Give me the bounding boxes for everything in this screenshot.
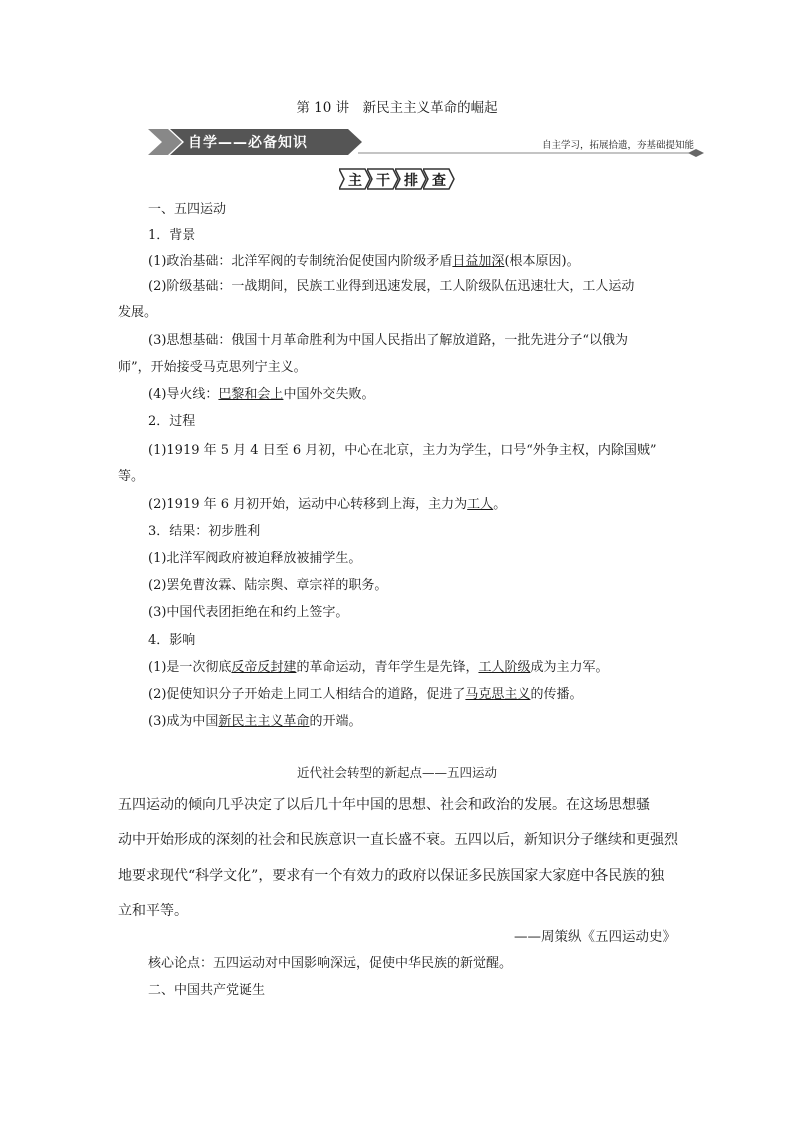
banner-subtitle: 自主学习，拓展拾遗，夯基础提知能 bbox=[541, 140, 694, 151]
badge bbox=[423, 168, 455, 190]
paragraph: (1)是一次彻底反帝反封建的革命运动，青年学生是先锋，工人阶级成为主力军。 bbox=[148, 660, 609, 675]
keyword: 工人 bbox=[467, 497, 494, 512]
quote-line: 动中开始形成的深刻的社会和民族意识一直长盛不衰。五四以后，新知识分子继续和更强烈 bbox=[118, 832, 678, 848]
badge-text: 排 bbox=[404, 173, 418, 189]
badge-text: 主 bbox=[348, 173, 362, 189]
badge-text: 查 bbox=[432, 173, 446, 189]
quote-source: ——周策纵《五四运动史》 bbox=[514, 929, 676, 945]
sub-heading: 2．过程 bbox=[148, 414, 196, 429]
keyword: 新民主主义革命 bbox=[218, 714, 310, 729]
keyword: 巴黎和会上 bbox=[218, 387, 284, 402]
section-banner bbox=[148, 127, 708, 157]
paragraph: (2)阶级基础：一战期间，民族工业得到迅速发展，工人阶级队伍迅速壮大，工人运动 bbox=[148, 279, 635, 294]
paragraph: 师”，开始接受马克思列宁主义。 bbox=[118, 360, 307, 375]
paragraph: (1)北洋军阀政府被迫释放被捕学生。 bbox=[148, 551, 362, 566]
keyword: 马克思主义 bbox=[465, 687, 531, 702]
paragraph: (2)1919 年 6 月初开始，运动中心转移到上海，主力为工人。 bbox=[148, 497, 507, 512]
paragraph: (1)1919 年 5 月 4 日至 6 月初，中心在北京，主力为学生，口号“外争主权，内除国贼” bbox=[148, 443, 657, 458]
paragraph: (3)思想基础：俄国十月革命胜利为中国人民指出了解放道路，一批先进分子“以俄为 bbox=[148, 333, 629, 348]
page-title: 第 10 讲 新民主主义革命的崛起 bbox=[296, 100, 498, 116]
paragraph: (2)罢免曹汝霖、陆宗舆、章宗祥的职务。 bbox=[148, 578, 388, 593]
sub-heading: 3．结果：初步胜利 bbox=[148, 524, 261, 539]
sub-heading: 1．背景 bbox=[148, 228, 196, 243]
core-point: 核心论点：五四运动对中国影响深远，促使中华民族的新觉醒。 bbox=[148, 956, 513, 971]
paragraph: (3)成为中国新民主主义革命的开端。 bbox=[148, 714, 362, 729]
keyword: 反帝反封建 bbox=[231, 660, 297, 675]
paragraph: (3)中国代表团拒绝在和约上签字。 bbox=[148, 605, 349, 620]
badge-row bbox=[0, 168, 794, 190]
quote-line: 地要求现代“科学文化”，要求有一个有效力的政府以保证多民族国家大家庭中各民族的独 bbox=[118, 868, 665, 884]
section-heading: 二、中国共产党诞生 bbox=[148, 983, 266, 998]
badge-text: 干 bbox=[376, 173, 390, 189]
section-heading: 一、五四运动 bbox=[148, 202, 227, 217]
paragraph: (4)导火线：巴黎和会上中国外交失败。 bbox=[148, 387, 375, 402]
keyword: 日益加深 bbox=[452, 254, 505, 269]
quote-line: 五四运动的倾向几乎决定了以后几十年中国的思想、社会和政治的发展。在这场思想骚 bbox=[118, 797, 650, 813]
reading-title: 近代社会转型的新起点——五四运动 bbox=[296, 765, 497, 780]
paragraph: (2)促使知识分子开始走上同工人相结合的道路，促进了马克思主义的传播。 bbox=[148, 687, 583, 702]
banner-label: 自学——必备知识 bbox=[188, 135, 308, 151]
sub-heading: 4．影响 bbox=[148, 633, 196, 648]
keyword: 工人阶级 bbox=[478, 660, 531, 675]
paragraph: 等。 bbox=[118, 469, 145, 484]
paragraph: (1)政治基础：北洋军阀的专制统治促使国内阶级矛盾日益加深(根本原因)。 bbox=[148, 254, 580, 269]
quote-line: 立和平等。 bbox=[118, 903, 188, 919]
paragraph: 发展。 bbox=[118, 305, 158, 320]
